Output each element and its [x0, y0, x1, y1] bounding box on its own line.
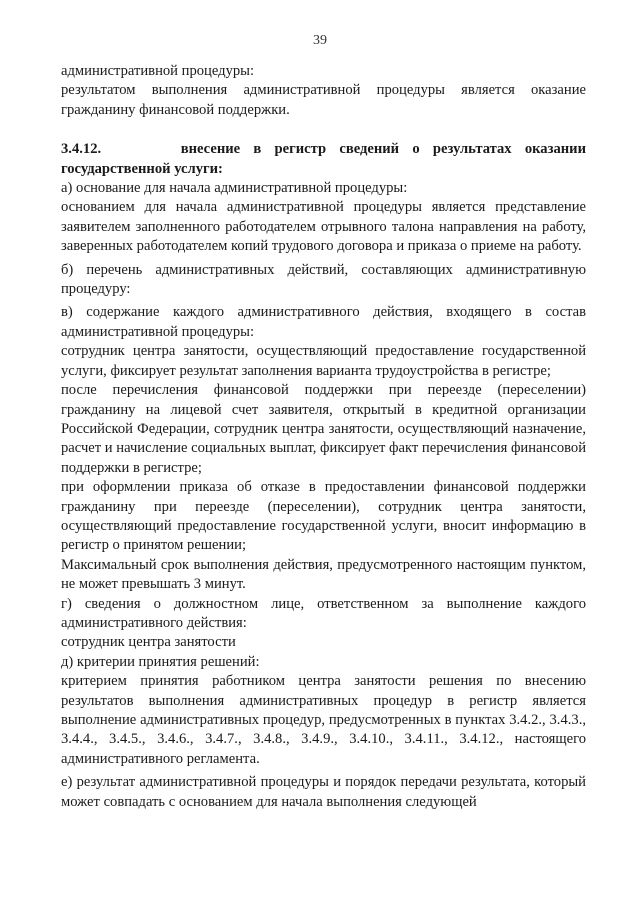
- paragraph-max-time: Максимальный срок выполнения действия, предусмотренного настоящим пунктом, не может превышать 3 минут.: [61, 556, 586, 593]
- paragraph-employee-records: сотрудник центра занятости, осуществляющий предоставление государственной услуги, фиксирует результат заполнения варианта трудоустройства в регистре;: [61, 343, 586, 379]
- paragraph-procedure-result: результатом выполнения административной процедуры является оказание гражданину финансовой поддержки.: [61, 82, 586, 118]
- section-title: внесение в регистр сведений о результатах оказании: [180, 141, 586, 158]
- paragraph-payment-records: после перечисления финансовой поддержки при переезде (переселении) гражданину на лицевой счет заявителя, открытый в кредитной организации Российской Федерации, сотрудник центра занятости, осуществляющий назначение, расчет и начисление социальных выплат, фиксирует факт перечисления финансовой поддержки в регистре;: [61, 382, 587, 476]
- paragraph-refusal-records: при оформлении приказа об отказе в предоставлении финансовой поддержки гражданину при переезде (переселении), сотрудник центра занятости, осуществляющий предоставление государственной услуги, вносит информацию в регистр о принятом решении;: [61, 479, 586, 554]
- section-spacer: [61, 120, 586, 140]
- paragraph-v: в) содержание каждого административного действия, входящего в состав административной процедуры:: [61, 304, 586, 340]
- section-heading-line1: [61, 140, 586, 159]
- paragraph-criteria: критерием принятия работником центра занятости решения по внесению результатов выполнения административных процедур в регистр является выполнение административных процедур, предусмотренных в пунктах 3.4.2., 3.4.3., 3.4.4., 3.4.5., 3.4.6., 3.4.7., 3.4.8., 3.4.9., 3.4.10., 3.4.11., 3.4.12., настоящего административного регламента.: [61, 673, 586, 767]
- page-content: [61, 62, 586, 812]
- paragraph-e: е) результат административной процедуры и порядок передачи результата, который может совпадать с основанием для начала выполнения следующей: [61, 774, 586, 810]
- section-title-line2: государственной услуги:: [61, 160, 223, 177]
- paragraph-b: б) перечень административных действий, составляющих административную процедуру:: [61, 261, 586, 298]
- paragraph-procedure-label: административной процедуры:: [61, 63, 255, 79]
- paragraph-responsible: сотрудник центра занятости: [61, 634, 236, 651]
- paragraph-d: д) критерии принятия решений:: [61, 653, 260, 670]
- paragraph-basis: основанием для начала административной процедуры является представление заявителем заполненного работодателем отрывного талона направления на работу, заверенных работодателем копий трудового договора и приказа о приеме на работу.: [61, 199, 586, 255]
- page-number: 39: [313, 33, 327, 48]
- paragraph-g: г) сведения о должностном лице, ответственном за выполнение каждого административного действия:: [61, 595, 586, 631]
- section-heading: [61, 140, 586, 179]
- paragraph-a: а) основание для начала административной процедуры:: [61, 180, 408, 197]
- section-number: 3.4.12.: [61, 141, 102, 158]
